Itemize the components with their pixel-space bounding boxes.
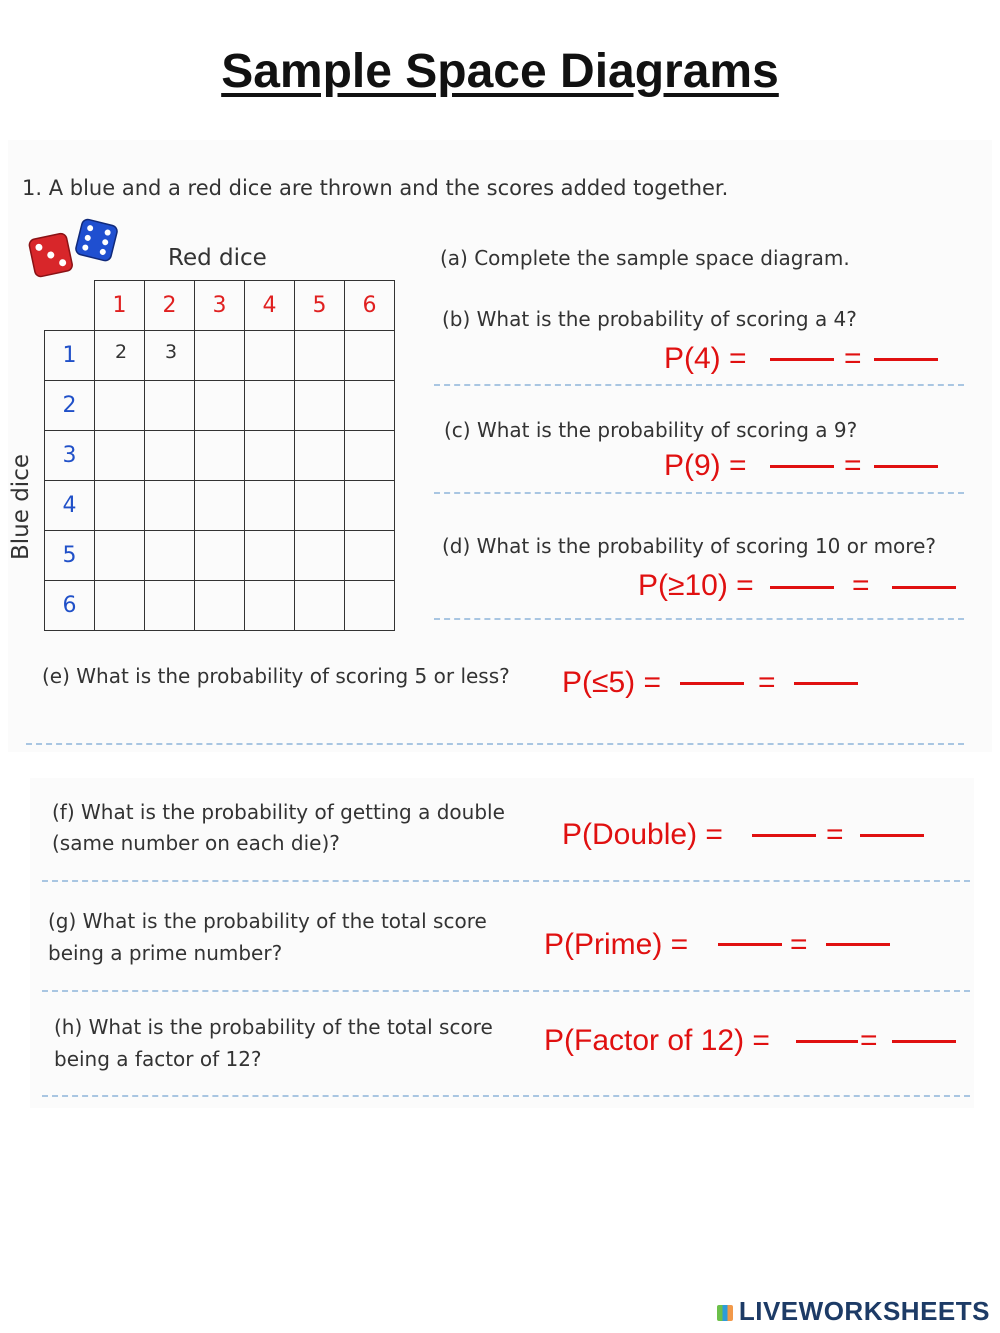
answer-h-equals: = xyxy=(860,1024,878,1057)
answer-c-numerator-blank[interactable] xyxy=(770,465,834,468)
divider xyxy=(42,880,970,882)
red-header-1: 1 xyxy=(95,281,145,331)
grid-cell[interactable] xyxy=(345,381,395,431)
red-header-5: 5 xyxy=(295,281,345,331)
dice-icon xyxy=(26,218,122,280)
red-header-2: 2 xyxy=(145,281,195,331)
answer-g-simplified-blank[interactable] xyxy=(826,943,890,946)
answer-h-label: P(Factor of 12) = xyxy=(544,1024,770,1057)
grid-cell[interactable] xyxy=(345,531,395,581)
grid-row-4 xyxy=(45,481,395,531)
answer-b-equals: = xyxy=(844,342,862,375)
divider xyxy=(434,492,964,494)
grid-row-2 xyxy=(45,381,395,431)
red-header-4: 4 xyxy=(245,281,295,331)
blue-header-3: 3 xyxy=(45,431,95,481)
grid-cell[interactable] xyxy=(195,381,245,431)
answer-h-numerator-blank[interactable] xyxy=(796,1040,858,1043)
question-h-line2: being a factor of 12? xyxy=(54,1047,262,1071)
blue-header-6: 6 xyxy=(45,581,95,631)
grid-cell-value: 2 xyxy=(115,341,128,363)
divider xyxy=(434,384,964,386)
sample-space-grid xyxy=(44,280,395,631)
grid-cell[interactable] xyxy=(195,431,245,481)
grid-cell[interactable] xyxy=(245,581,295,631)
grid-cell[interactable] xyxy=(295,381,345,431)
grid-cell[interactable] xyxy=(245,481,295,531)
answer-d-simplified-blank[interactable] xyxy=(892,586,956,589)
grid-cell[interactable] xyxy=(295,481,345,531)
answer-h-simplified-blank[interactable] xyxy=(892,1040,956,1043)
divider xyxy=(26,743,964,745)
brand-name: LIVEWORKSHEETS xyxy=(738,1296,990,1326)
answer-g-numerator-blank[interactable] xyxy=(718,943,782,946)
grid-cell[interactable] xyxy=(295,531,345,581)
divider xyxy=(42,1095,970,1097)
grid-cell[interactable] xyxy=(295,581,345,631)
question-1-text: 1. A blue and a red dice are thrown and the scores added together. xyxy=(22,176,729,200)
blue-header-2: 2 xyxy=(45,381,95,431)
question-e: (e) What is the probability of scoring 5 or less? xyxy=(42,664,510,688)
answer-c-equals: = xyxy=(844,449,862,482)
grid-cell[interactable] xyxy=(145,581,195,631)
grid-cell[interactable] xyxy=(95,531,145,581)
blue-header-5: 5 xyxy=(45,531,95,581)
grid-cell[interactable] xyxy=(345,331,395,381)
question-a: (a) Complete the sample space diagram. xyxy=(440,246,850,270)
answer-c-simplified-blank[interactable] xyxy=(874,465,938,468)
grid-cell[interactable] xyxy=(95,431,145,481)
answer-b-numerator-blank[interactable] xyxy=(770,358,834,361)
grid-cell[interactable] xyxy=(95,331,145,381)
grid-cell[interactable] xyxy=(295,331,345,381)
answer-f-equals: = xyxy=(826,818,844,851)
grid-row-6 xyxy=(45,581,395,631)
answer-f-label: P(Double) = xyxy=(562,818,723,851)
grid-cell[interactable] xyxy=(195,581,245,631)
grid-cell[interactable] xyxy=(345,481,395,531)
blue-header-1: 1 xyxy=(45,331,95,381)
grid-row-5 xyxy=(45,531,395,581)
blue-die-icon xyxy=(75,218,119,262)
grid-header-row xyxy=(45,281,395,331)
brand-badge-icon xyxy=(717,1305,733,1321)
answer-e-simplified-blank[interactable] xyxy=(794,682,858,685)
grid-cell[interactable] xyxy=(245,381,295,431)
grid-cell[interactable] xyxy=(145,531,195,581)
divider xyxy=(42,990,970,992)
page-title: Sample Space Diagrams xyxy=(221,45,779,98)
question-f-line1: (f) What is the probability of getting a double xyxy=(52,800,505,824)
answer-b-label: P(4) = xyxy=(664,342,747,375)
answer-c-label: P(9) = xyxy=(664,449,747,482)
answer-d-equals: = xyxy=(852,569,870,602)
brand-logo[interactable] xyxy=(717,1296,990,1327)
grid-cell[interactable] xyxy=(245,331,295,381)
question-d: (d) What is the probability of scoring 10 or more? xyxy=(442,534,936,558)
divider xyxy=(434,618,964,620)
grid-row-1 xyxy=(45,331,395,381)
answer-b-simplified-blank[interactable] xyxy=(874,358,938,361)
answer-g-equals: = xyxy=(790,928,808,961)
answer-g-label: P(Prime) = xyxy=(544,928,689,961)
grid-cell[interactable] xyxy=(145,381,195,431)
answer-d-numerator-blank[interactable] xyxy=(770,586,834,589)
question-g-line2: being a prime number? xyxy=(48,941,283,965)
blue-dice-label: Blue dice xyxy=(8,454,34,560)
grid-cell-value: 3 xyxy=(165,341,178,363)
question-h-line1: (h) What is the probability of the total score xyxy=(54,1015,493,1039)
grid-cell[interactable] xyxy=(245,531,295,581)
grid-cell[interactable] xyxy=(95,581,145,631)
question-b: (b) What is the probability of scoring a 4? xyxy=(442,307,857,331)
answer-e-equals: = xyxy=(758,666,776,699)
grid-cell[interactable] xyxy=(95,481,145,531)
grid-cell[interactable] xyxy=(345,431,395,481)
red-header-3: 3 xyxy=(195,281,245,331)
grid-cell[interactable] xyxy=(195,531,245,581)
grid-row-3 xyxy=(45,431,395,481)
question-g-line1: (g) What is the probability of the total score xyxy=(48,909,487,933)
question-f-line2: (same number on each die)? xyxy=(52,831,340,855)
grid-cell[interactable] xyxy=(145,481,195,531)
grid-corner xyxy=(45,281,95,331)
answer-d-label: P(≥10) = xyxy=(638,569,754,602)
grid-cell[interactable] xyxy=(245,431,295,481)
grid-cell[interactable] xyxy=(95,381,145,431)
grid-cell[interactable] xyxy=(145,431,195,481)
grid-cell[interactable] xyxy=(295,431,345,481)
red-dice-label: Red dice xyxy=(168,245,267,271)
grid-cell[interactable] xyxy=(145,331,195,381)
red-die-icon xyxy=(28,232,73,277)
grid-cell[interactable] xyxy=(345,581,395,631)
grid-cell[interactable] xyxy=(195,331,245,381)
answer-e-label: P(≤5) = xyxy=(562,666,661,699)
blue-header-4: 4 xyxy=(45,481,95,531)
question-c: (c) What is the probability of scoring a 9? xyxy=(444,418,858,442)
answer-e-numerator-blank[interactable] xyxy=(680,682,744,685)
answer-f-numerator-blank[interactable] xyxy=(752,834,816,837)
red-header-6: 6 xyxy=(345,281,395,331)
grid-cell[interactable] xyxy=(195,481,245,531)
answer-f-simplified-blank[interactable] xyxy=(860,834,924,837)
